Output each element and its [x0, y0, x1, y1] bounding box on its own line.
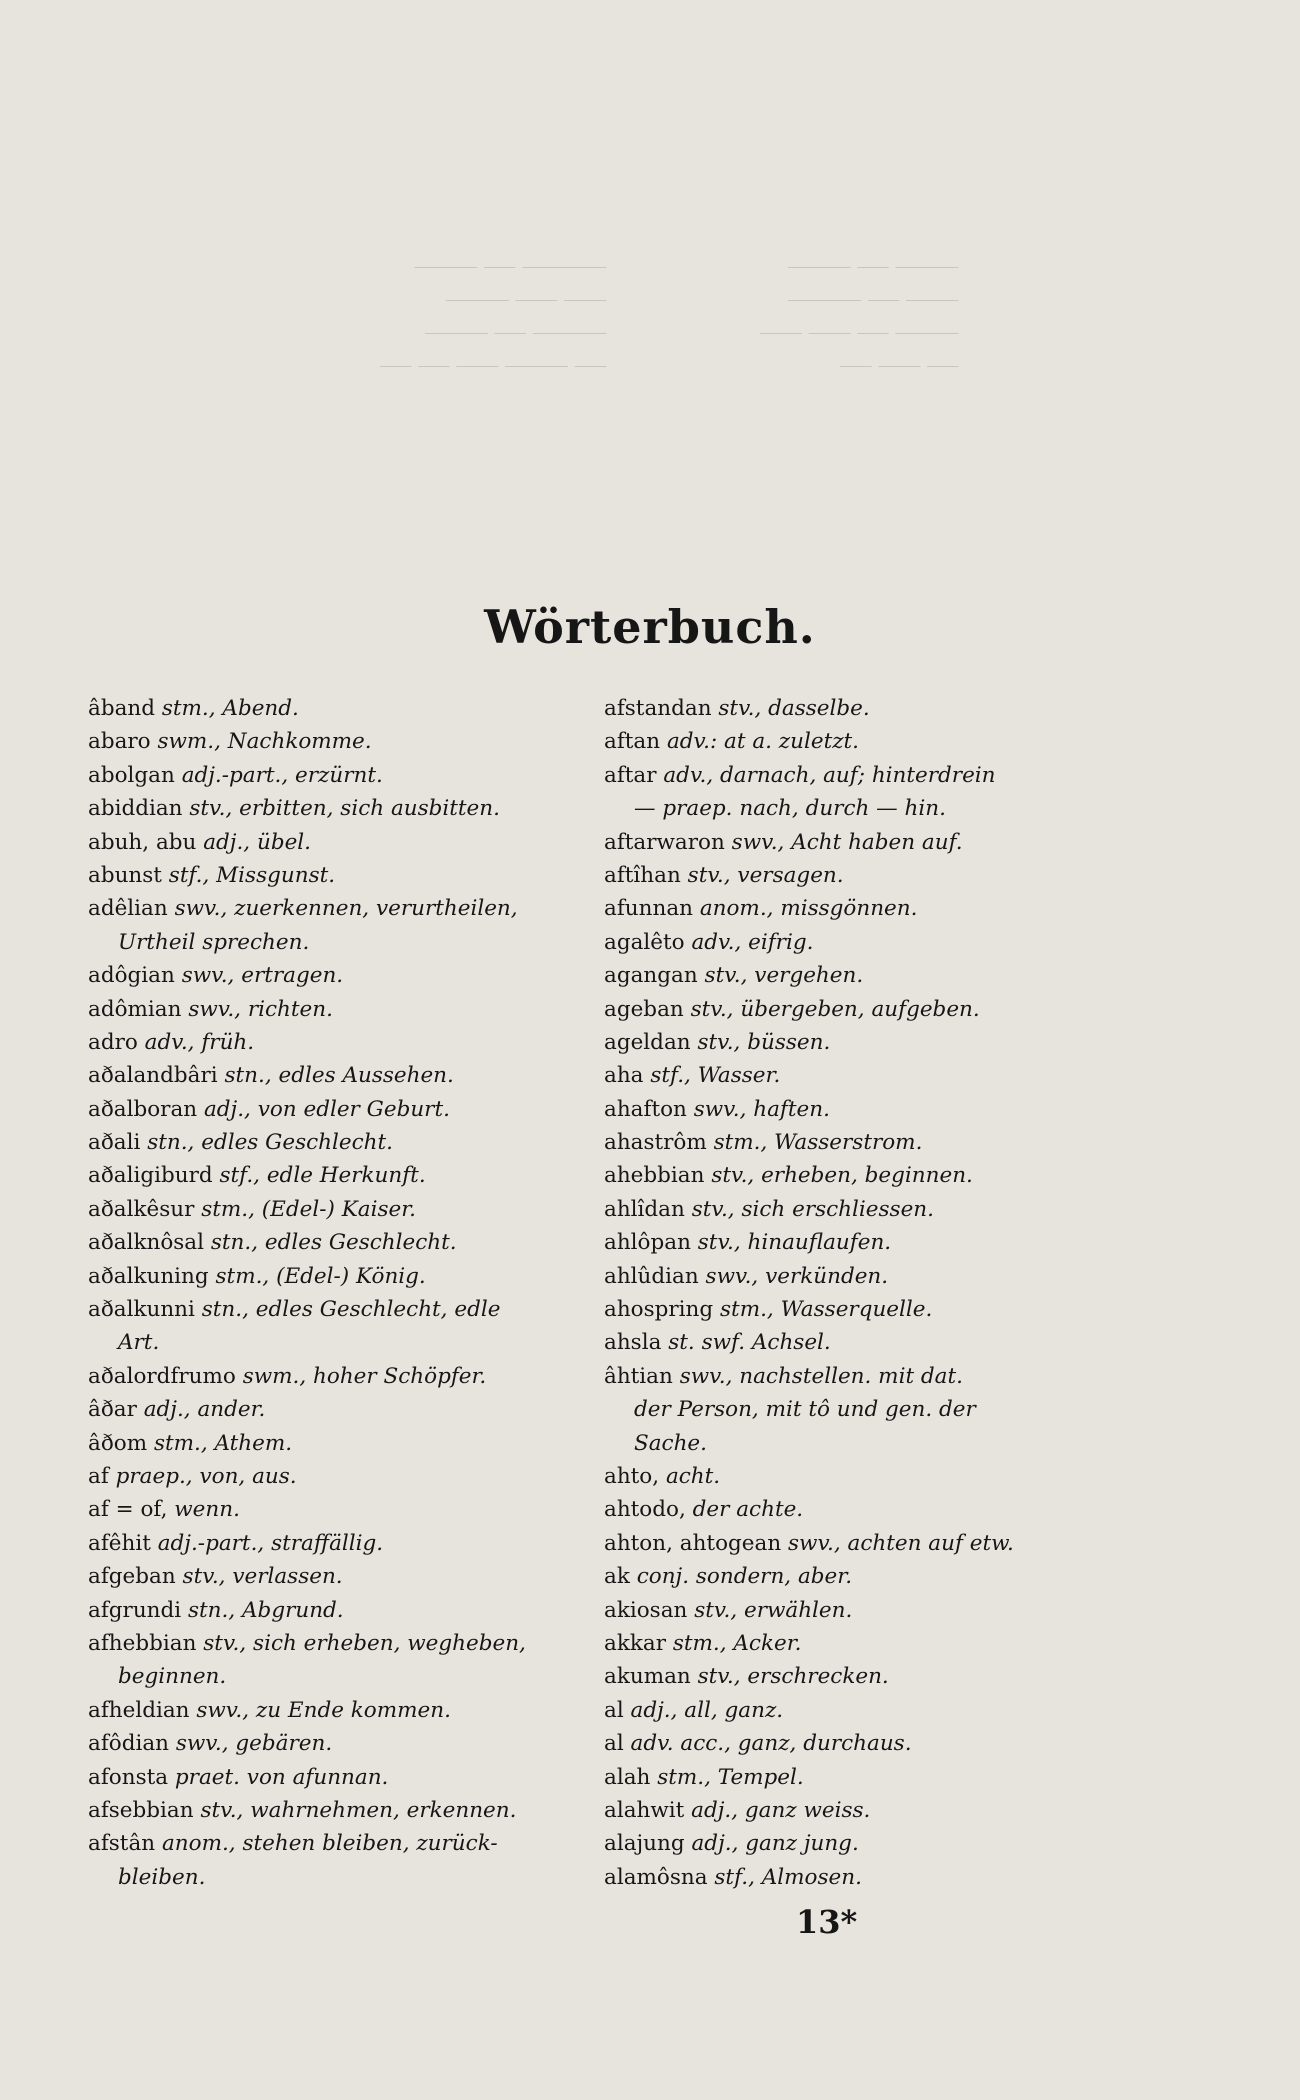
- left-column: [88, 692, 566, 1894]
- headword: ahospring: [604, 1297, 714, 1323]
- definition: stv., erheben, beginnen.: [711, 1163, 973, 1189]
- definition: adj., all, ganz.: [630, 1697, 784, 1723]
- headword: afgrundi: [88, 1597, 182, 1623]
- headword: akuman: [604, 1664, 691, 1690]
- definition: adv.: at a. zuletzt.: [666, 729, 860, 755]
- headword: agangan: [604, 963, 698, 989]
- dictionary-entry: [88, 1861, 566, 1894]
- definition: swm., hoher Schöpfer.: [242, 1363, 487, 1389]
- dictionary-entry: [604, 1627, 1086, 1660]
- definition: stn., edles Aussehen.: [224, 1063, 454, 1089]
- headword: ahafton: [604, 1096, 687, 1122]
- definition: adv., eifrig.: [691, 929, 814, 955]
- definition: Urtheil sprechen.: [118, 929, 310, 955]
- headword: afonsta: [88, 1764, 169, 1790]
- headword: aðalandbâri: [88, 1063, 218, 1089]
- dictionary-entry: [604, 725, 1086, 758]
- headword: afôdian: [88, 1731, 170, 1757]
- dictionary-entry: [604, 1861, 1086, 1894]
- dictionary-entry: [88, 1493, 566, 1526]
- dictionary-entry: [604, 1527, 1086, 1560]
- definition: stm., Acker.: [672, 1630, 802, 1656]
- dictionary-entry: [604, 1326, 1086, 1359]
- headword: akkar: [604, 1630, 666, 1656]
- definition: wenn.: [174, 1497, 240, 1523]
- headword: afunnan: [604, 896, 693, 922]
- dictionary-entry: [88, 1059, 566, 1092]
- definition: swv., gebären.: [175, 1731, 333, 1757]
- right-column: [604, 692, 1086, 1894]
- definition: Sache.: [634, 1430, 707, 1456]
- dictionary-entry: [604, 1193, 1086, 1226]
- definition: Art.: [118, 1330, 160, 1356]
- dictionary-entry: [88, 1326, 566, 1359]
- dictionary-entry: [604, 1660, 1086, 1693]
- headword: ahlûdian: [604, 1263, 699, 1289]
- headword: âband: [88, 696, 156, 721]
- definition: beginnen.: [118, 1664, 227, 1690]
- definition: stn., edles Geschlecht, edle: [201, 1297, 501, 1323]
- dictionary-entry: [88, 993, 566, 1026]
- headword: agalêto: [604, 929, 685, 955]
- definition: conj. sondern, aber.: [636, 1564, 853, 1590]
- headword: aðalknôsal: [88, 1230, 205, 1256]
- dictionary-entry: [88, 1126, 566, 1159]
- dictionary-entry: [604, 1427, 1086, 1460]
- definition: st. swf. Achsel.: [668, 1330, 831, 1356]
- definition: stv., übergeben, aufgeben.: [690, 996, 980, 1022]
- headword: aðalordfrumo: [88, 1363, 236, 1389]
- headword: afsebbian: [88, 1797, 194, 1823]
- dictionary-entry: [604, 1393, 1086, 1426]
- headword: afgeban: [88, 1564, 176, 1590]
- definition: stv., sich erheben, wegheben,: [203, 1630, 526, 1656]
- dictionary-entry: [604, 926, 1086, 959]
- headword: afstân: [88, 1831, 156, 1857]
- headword: afstandan: [604, 696, 712, 721]
- headword: al: [604, 1697, 624, 1723]
- definition: stm., (Edel-) König.: [215, 1263, 426, 1289]
- definition: stm., (Edel-) Kaiser.: [201, 1196, 416, 1222]
- headword: akiosan: [604, 1597, 688, 1623]
- dictionary-entry: [88, 1293, 566, 1326]
- definition: swm., Nachkomme.: [157, 729, 372, 755]
- dictionary-entry: [604, 1059, 1086, 1092]
- dictionary-entry: [604, 1360, 1086, 1393]
- headword: ageban: [604, 996, 684, 1022]
- headword: aðalkuning: [88, 1263, 209, 1289]
- headword: afêhit: [88, 1530, 151, 1556]
- definition: stf., Missgunst.: [168, 862, 336, 888]
- definition: stv., erschrecken.: [697, 1664, 889, 1690]
- dictionary-entry: [604, 859, 1086, 892]
- definition: stf., Almosen.: [714, 1864, 862, 1890]
- definition: stn., Abgrund.: [188, 1597, 344, 1623]
- definition: stf., edle Herkunft.: [219, 1163, 426, 1189]
- definition: swv., ertragen.: [181, 963, 344, 989]
- headword: afhebbian: [88, 1630, 197, 1656]
- definition: stv., verlassen.: [182, 1564, 343, 1590]
- headword: abolgan: [88, 762, 175, 788]
- dictionary-entry: [88, 1527, 566, 1560]
- dictionary-entry: [88, 826, 566, 859]
- dictionary-entry: [88, 1427, 566, 1460]
- headword: ahton, ahtogean: [604, 1530, 782, 1556]
- headword: alahwit: [604, 1797, 685, 1823]
- definition: stm., Athem.: [153, 1430, 293, 1456]
- dictionary-entry: [88, 1393, 566, 1426]
- dictionary-entry: [604, 993, 1086, 1026]
- definition: swv., achten auf etw.: [788, 1530, 1014, 1556]
- dictionary-entry: [88, 1660, 566, 1693]
- definition: swv., zu Ende kommen.: [196, 1697, 451, 1723]
- dictionary-entry: [604, 1727, 1086, 1760]
- definition: stv., büssen.: [697, 1029, 831, 1055]
- definition: der achte.: [692, 1497, 804, 1523]
- definition: adj., ganz jung.: [691, 1831, 859, 1857]
- definition: stv., hinauflaufen.: [697, 1230, 892, 1256]
- definition: stm., Abend.: [161, 696, 299, 721]
- headword: af: [88, 1463, 109, 1489]
- headword: ageldan: [604, 1029, 691, 1055]
- dictionary-entry: [604, 1293, 1086, 1326]
- headword: âðar: [88, 1397, 137, 1423]
- headword: alamôsna: [604, 1864, 708, 1890]
- headword: aðalkêsur: [88, 1196, 195, 1222]
- dictionary-entry: [604, 1159, 1086, 1192]
- definition: stv., wahrnehmen, erkennen.: [200, 1797, 517, 1823]
- dictionary-entry: [604, 1761, 1086, 1794]
- definition: anom., stehen bleiben, zurück-: [161, 1831, 498, 1857]
- dictionary-entry: [88, 1026, 566, 1059]
- definition: swv., zuerkennen, verurtheilen,: [174, 896, 518, 922]
- definition: bleiben.: [118, 1864, 206, 1890]
- definition: swv., haften.: [693, 1096, 830, 1122]
- bleed-through-right: ______ ___ ______ _____ ___ _______ ______ ___ ____ ____ ___ ____ ___: [760, 244, 959, 367]
- definition: adj.-part., straffällig.: [157, 1530, 384, 1556]
- headword: aftar: [604, 762, 657, 788]
- dictionary-entry: [88, 759, 566, 792]
- bleed-through-left: ________ ___ ______ ____ ____ ______ _______ ___ ______ ___ ______ ____ ___ ___: [380, 244, 607, 367]
- dictionary-entry: [88, 1827, 566, 1860]
- dictionary-entry: [88, 1761, 566, 1794]
- dictionary-entry: [604, 892, 1086, 925]
- headword: afheldian: [88, 1697, 190, 1723]
- headword: âhtian: [604, 1363, 673, 1389]
- dictionary-entry: [88, 1226, 566, 1259]
- headword: abunst: [88, 862, 162, 888]
- definition: stm., Wasserstrom.: [713, 1130, 923, 1156]
- dictionary-entry: [88, 725, 566, 758]
- definition: swv., verkünden.: [705, 1263, 889, 1289]
- dictionary-entry: [88, 1193, 566, 1226]
- headword: adro: [88, 1029, 138, 1055]
- headword: alah: [604, 1764, 651, 1790]
- dictionary-entry: [604, 1226, 1086, 1259]
- definition: stn., edles Geschlecht.: [147, 1130, 393, 1156]
- dictionary-entry: [88, 959, 566, 992]
- headword: adêlian: [88, 896, 168, 922]
- dictionary-entry: [88, 692, 566, 725]
- definition: praet. von afunnan.: [174, 1764, 389, 1790]
- dictionary-entry: [604, 1260, 1086, 1293]
- definition: stv., vergehen.: [704, 963, 864, 989]
- headword: ahto,: [604, 1463, 660, 1489]
- headword: âðom: [88, 1430, 148, 1456]
- dictionary-entry: [604, 1460, 1086, 1493]
- dictionary-entry: [88, 1260, 566, 1293]
- headword: adôgian: [88, 963, 175, 989]
- headword: ahlîdan: [604, 1196, 685, 1222]
- dictionary-entry: [604, 692, 1086, 725]
- definition: stm., Wasserquelle.: [720, 1297, 933, 1323]
- definition: der Person, mit tô und gen. der: [634, 1397, 976, 1423]
- definition: acht.: [665, 1463, 721, 1489]
- definition: stv., erbitten, sich ausbitten.: [189, 796, 500, 822]
- page-title: Wörterbuch.: [484, 600, 816, 654]
- dictionary-entry: [88, 1627, 566, 1660]
- definition: adj., ander.: [143, 1397, 266, 1423]
- headword: af = of,: [88, 1497, 168, 1523]
- headword: abiddian: [88, 796, 183, 822]
- dictionary-entry: [604, 792, 1086, 825]
- page-number: 13*: [796, 1903, 858, 1941]
- dictionary-entry: [604, 1794, 1086, 1827]
- definition: stv., sich erschliessen.: [691, 1196, 934, 1222]
- dictionary-entry: [88, 859, 566, 892]
- definition: adv., früh.: [144, 1029, 255, 1055]
- dictionary-entry: [88, 1159, 566, 1192]
- headword: ahebbian: [604, 1163, 705, 1189]
- dictionary-entry: [604, 826, 1086, 859]
- definition: stv., versagen.: [687, 862, 844, 888]
- dictionary-entry: [604, 1827, 1086, 1860]
- definition: stf., Wasser.: [650, 1063, 781, 1089]
- dictionary-entry: [88, 1694, 566, 1727]
- definition: adj., übel.: [203, 829, 312, 855]
- definition: swv., Acht haben auf.: [731, 829, 963, 855]
- definition: — praep. nach, durch — hin.: [634, 796, 946, 822]
- headword: abuh, abu: [88, 829, 197, 855]
- headword: aftan: [604, 729, 661, 755]
- headword: al: [604, 1731, 624, 1757]
- headword: aðali: [88, 1130, 141, 1156]
- dictionary-entry: [604, 1026, 1086, 1059]
- headword: aftarwaron: [604, 829, 725, 855]
- headword: ahlôpan: [604, 1230, 691, 1256]
- definition: swv., richten.: [188, 996, 333, 1022]
- headword: aðalboran: [88, 1096, 198, 1122]
- dictionary-entry: [88, 792, 566, 825]
- definition: adj., von edler Geburt.: [203, 1096, 450, 1122]
- dictionary-entry: [88, 1794, 566, 1827]
- dictionary-entry: [604, 1093, 1086, 1126]
- dictionary-entry: [88, 1560, 566, 1593]
- dictionary-entry: [604, 1594, 1086, 1627]
- headword: aha: [604, 1063, 644, 1089]
- headword: aðalkunni: [88, 1297, 195, 1323]
- headword: aftîhan: [604, 862, 681, 888]
- dictionary-entry: [88, 926, 566, 959]
- definition: stv., erwählen.: [694, 1597, 853, 1623]
- definition: praep., von, aus.: [115, 1463, 297, 1489]
- dictionary-entry: [604, 1493, 1086, 1526]
- definition: adv., darnach, auf; hinterdrein: [663, 762, 996, 788]
- dictionary-entry: [88, 892, 566, 925]
- dictionary-entry: [88, 1727, 566, 1760]
- headword: ahtodo,: [604, 1497, 686, 1523]
- definition: stv., dasselbe.: [718, 696, 870, 721]
- definition: adj., ganz weiss.: [691, 1797, 871, 1823]
- headword: aðaligiburd: [88, 1163, 213, 1189]
- dictionary-entry: [604, 959, 1086, 992]
- dictionary-entry: [604, 1560, 1086, 1593]
- dictionary-entry: [88, 1093, 566, 1126]
- definition: stn., edles Geschlecht.: [210, 1230, 457, 1256]
- definition: adj.-part., erzürnt.: [181, 762, 383, 788]
- dictionary-entry: [604, 1126, 1086, 1159]
- definition: adv. acc., ganz, durchaus.: [630, 1731, 912, 1757]
- headword: ahsla: [604, 1330, 662, 1356]
- dictionary-entry: [604, 759, 1086, 792]
- dictionary-entry: [604, 1694, 1086, 1727]
- dictionary-entry: [88, 1360, 566, 1393]
- headword: ahastrôm: [604, 1130, 707, 1156]
- definition: anom., missgönnen.: [699, 896, 918, 922]
- definition: swv., nachstellen. mit dat.: [679, 1363, 963, 1389]
- dictionary-entry: [88, 1460, 566, 1493]
- headword: ak: [604, 1564, 630, 1590]
- headword: alajung: [604, 1831, 685, 1857]
- headword: adômian: [88, 996, 182, 1022]
- dictionary-entry: [88, 1594, 566, 1627]
- headword: abaro: [88, 729, 151, 755]
- definition: stm., Tempel.: [657, 1764, 804, 1790]
